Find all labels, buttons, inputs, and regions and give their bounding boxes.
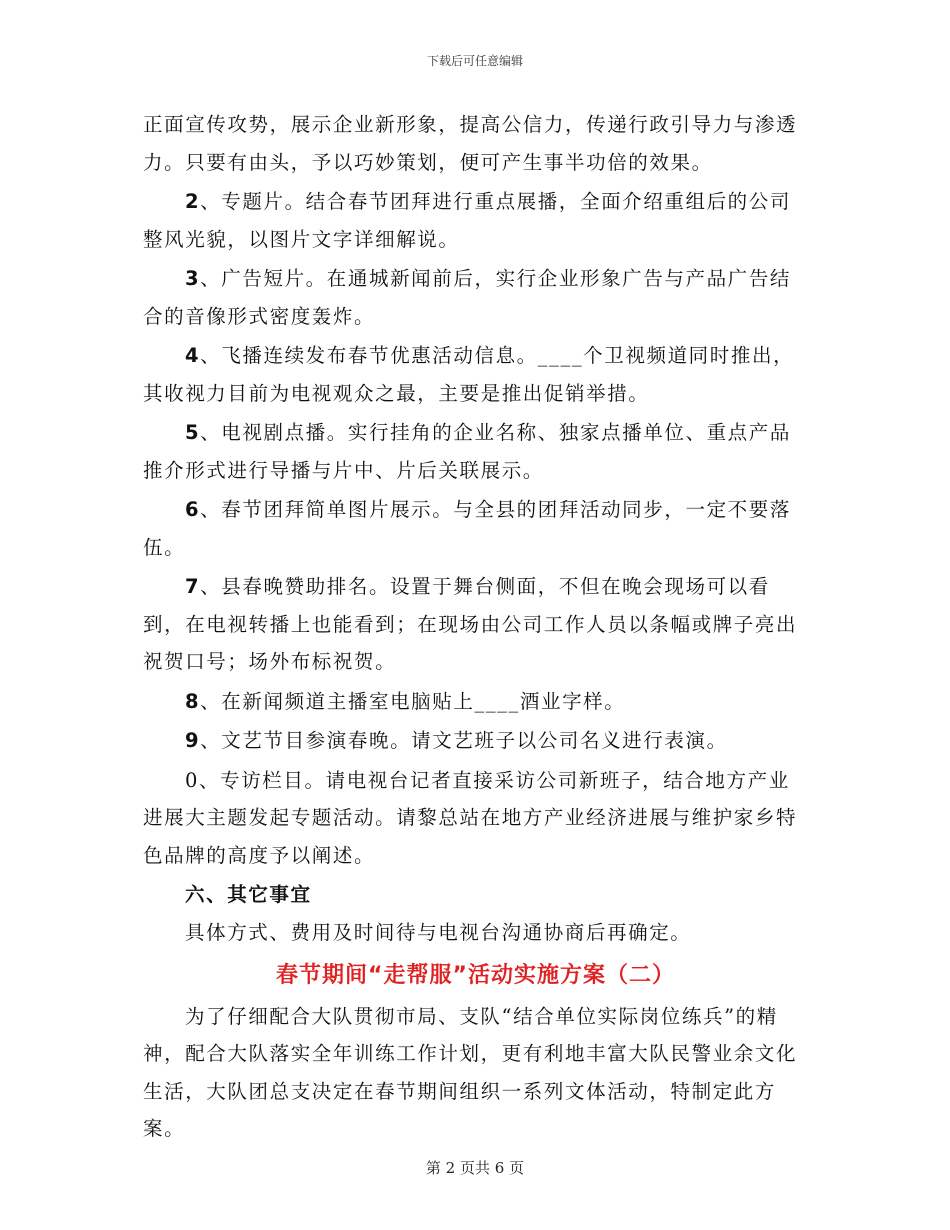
- list-item: [143, 414, 808, 489]
- list-item: [143, 260, 808, 335]
- page-header: 下载后可任意编辑: [426, 54, 523, 68]
- item-text: 、县春晚赞助排名。设置于舞台侧面，不但在晚会现场可以看到，在电视转播上也能看到；在现场由公司工作人员以条幅或牌子亮出祝贺口号；场外布标祝贺。: [143, 575, 798, 673]
- item-number: 3: [185, 267, 201, 290]
- item-number: 6: [185, 498, 201, 521]
- item-text: 0、专访栏目。请电视台记者直接采访公司新班子，结合地方产业进展大主题发起专题活动。请黎总站在地方产业经济进展与维护家乡特色品牌的高度予以阐述。: [143, 768, 798, 867]
- item-number: 7: [185, 575, 201, 598]
- intro-paragraph: 为了仔细配合大队贯彻市局、支队“结合单位实际岗位练兵”的精神，配合大队落实全年训练工作计划，更有利地丰富大队民警业余文化生活，大队团总支决定在春节期间组织一系列文体活动，特制定此方案。: [143, 1004, 798, 1140]
- item-text: 、广告短片。在通城新闻前后，实行企业形象广告与产品广告结合的音像形式密度轰炸。: [143, 267, 791, 328]
- item-text: 、文艺节目参演春晚。请文艺班子以公司名义进行表演。: [200, 729, 728, 752]
- list-item: [143, 568, 808, 681]
- document-body: [143, 106, 808, 1150]
- list-item: [143, 683, 808, 721]
- list-item: [143, 337, 808, 412]
- item-number: 9: [185, 729, 201, 752]
- paragraph-continued: [143, 106, 808, 181]
- item-number: 2: [185, 190, 201, 213]
- item-number: 4: [185, 344, 201, 367]
- item-text: 、飞播连续发布春节优惠活动信息。____个卫视频道同时推出，其收视力目前为电视观众之最，主要是推出促销举措。: [143, 344, 795, 405]
- section-heading: 六、其它事宜: [185, 883, 312, 906]
- list-item: [143, 183, 808, 258]
- item-number: 5: [185, 421, 201, 444]
- document-title: 春节期间“走帮服”活动实施方案（二）: [276, 962, 675, 988]
- list-item: [143, 722, 808, 760]
- list-item: [143, 762, 808, 875]
- list-item: [143, 491, 808, 566]
- item-text: 、春节团拜简单图片展示。与全县的团拜活动同步，一定不要落伍。: [143, 498, 791, 559]
- item-text: 、在新闻频道主播室电脑贴上____酒业字样。: [200, 689, 626, 713]
- item-text: 、电视剧点播。实行挂角的企业名称、独家点播单位、重点产品推介形式进行导播与片中、片后关联展示。: [143, 421, 791, 482]
- item-number: 8: [185, 689, 201, 713]
- page-footer: 第 2 页共 6 页: [425, 1159, 525, 1177]
- paragraph-text: 正面宣传攻势，展示企业新形象，提高公信力，传递行政引导力与渗透力。只要有由头，予以巧妙策划，便可产生事半功倍的效果。: [143, 113, 798, 174]
- item-text: 、专题片。结合春节团拜进行重点展播，全面介绍重组后的公司整风光貌，以图片文字详细解说。: [143, 190, 791, 251]
- section-paragraph: 具体方式、费用及时间待与电视台沟通协商后再确定。: [185, 921, 692, 944]
